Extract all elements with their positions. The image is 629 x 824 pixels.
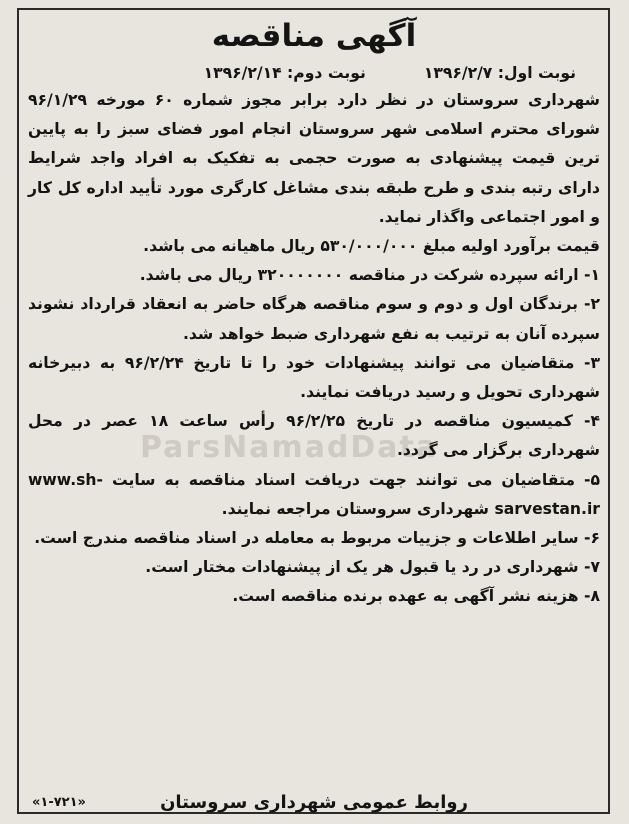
notice-body <box>28 16 600 612</box>
watermark-text: ParsNamadData <box>140 430 439 465</box>
notice-title: آگهی مناقصه <box>211 18 417 54</box>
item-3: ۳- متقاضیان می توانند پیشنهادات خود را تا تاریخ ۹۶/۲/۲۴ به دبیرخانه شهرداری تحویل و رسید دریافت نمایند. <box>28 353 600 402</box>
item-4: ۴- کمیسیون مناقصه در تاریخ ۹۶/۲/۲۵ رأس ساعت ۱۸ عصر در محل شهرداری برگزار می گردد. <box>28 412 601 460</box>
estimate-paragraph: قیمت برآورد اولیه مبلغ ۵۳۰/۰۰۰/۰۰۰ ریال ماهیانه می باشد. <box>143 237 600 256</box>
first-publication-date: نوبت اول: ۱۳۹۶/۲/۷ <box>423 64 576 82</box>
item-5-tail: شهرداری سروستان مراجعه نمایند. <box>221 499 489 518</box>
notice-footer <box>28 790 600 816</box>
item-7: ۷- شهرداری در رد یا قبول هر یک از پیشنهادات مختار است. <box>145 558 600 577</box>
signature: روابط عمومی شهرداری سروستان <box>160 792 468 813</box>
item-2: ۲- برندگان اول و دوم و سوم مناقصه هرگاه حاضر به انعقاد قرارداد نشوند سپرده آنان به ترتیب به نفع شهرداری ضبط خواهد شد. <box>28 295 600 343</box>
second-publication-date: نوبت دوم: ۱۳۹۶/۲/۱۴ <box>203 64 366 82</box>
notice-code: «۱-۷۲۱» <box>32 795 86 810</box>
intro-paragraph: شهرداری سروستان در نظر دارد برابر مجوز شماره ۶۰ مورخه ۹۶/۱/۲۹ شورای محترم اسلامی شهر سروستان انجام امور فضای سبز را به پایین ترین قیمت پیشنهادی به صورت حجمی به تفکیک به افراد واجد شرایط دارای رتبه بندی و طرح طبقه بندی مشاغل کارگری مورد تأیید اداره کل کار و امور اجتماعی واگذار نماید. <box>28 91 601 226</box>
item-8: ۸- هزینه نشر آگهی به عهده برنده مناقصه است. <box>232 587 600 606</box>
item-1: ۱- ارائه سپرده شرکت در مناقصه ۳۲۰۰۰۰۰۰۰ ریال می باشد. <box>139 266 600 285</box>
publication-dates <box>28 60 600 86</box>
item-5-text: ۵- متقاضیان می توانند جهت دریافت اسناد مناقصه به سایت <box>111 470 600 489</box>
website-link[interactable]: www.sh-sarvestan.ir <box>28 470 600 518</box>
item-5 <box>28 466 600 524</box>
item-6: ۶- سایر اطلاعات و جزییات مربوط به معامله در اسناد مناقصه مندرج است. <box>34 529 600 548</box>
